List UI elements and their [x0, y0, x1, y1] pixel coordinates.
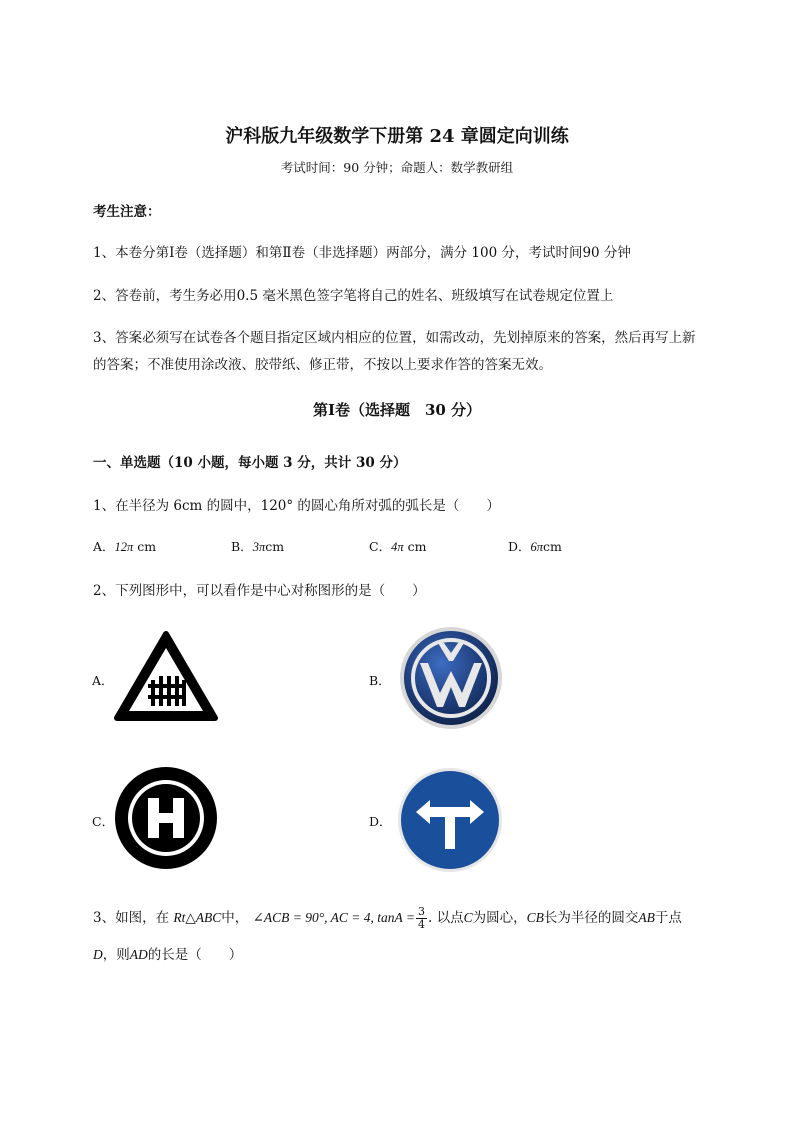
question-1: 1、在半径为 6cm 的圆中，120° 的圆心角所对弧的弧长是（ ） [93, 498, 500, 514]
q1-option-c[interactable]: C．4π cm [369, 539, 427, 554]
fraction: $\frac{3}{4}$ [418, 905, 425, 931]
section-title: 第Ⅰ卷（选择题 30 分） [312, 401, 482, 419]
exam-info: 考试时间：90 分钟；命题人：数学教研组 [280, 160, 514, 175]
railway-crossing-warning-sign-icon[interactable] [113, 630, 219, 722]
q2-option-b-label[interactable]: B． [369, 673, 391, 688]
notice-heading: 考生注意： [93, 204, 161, 220]
triangle-name: Rt△ABC [173, 910, 222, 925]
q1-option-d[interactable]: D．6πcm [508, 539, 562, 554]
question-3-line-2: D，则AD的长是（ ） [93, 947, 243, 963]
notice-item-2: 2、答卷前，考生务必用0.5 毫米黑色签字笔将自己的姓名、班级填写在试卷规定位置上 [93, 288, 614, 304]
notice-item-3: 3、答案必须写在试卷各个题目指定区域内相应的位置，如需改动，先划掉原来的答案，然后再写上新 [93, 330, 696, 346]
question-3-line-1: 3、如图，在 Rt△ABC中， ∠ACB = 90°, AC = 4, tanA = $\frac{3}{4}$ . 以点C为圆心，CB长为半径的圆交AB于点 [93, 905, 682, 931]
notice-item-3-continued: 的答案；不准使用涂改液、胶带纸、修正带，不按以上要求作答的答案无效。 [93, 357, 552, 373]
straight-or-right-turn-sign-icon[interactable] [396, 767, 504, 873]
q2-option-a-label[interactable]: A． [92, 673, 114, 688]
part-heading: 一、单选题（10 小题，每小题 3 分，共计 30 分） [93, 455, 407, 471]
helipad-h-sign-icon[interactable] [114, 766, 218, 870]
q2-option-c-label[interactable]: C． [92, 814, 115, 829]
volkswagen-logo-icon[interactable] [398, 625, 504, 731]
q2-option-d-label[interactable]: D． [369, 814, 392, 829]
notice-item-1: 1、本卷分第Ⅰ卷（选择题）和第Ⅱ卷（非选择题）两部分，满分 100 分，考试时间90 分钟 [93, 245, 631, 261]
q1-option-b[interactable]: B．3πcm [231, 539, 285, 554]
given-condition: ∠ACB = 90°, AC = 4, tanA = [252, 910, 415, 925]
q1-option-a[interactable]: A．12π cm [93, 539, 157, 554]
question-2: 2、下列图形中，可以看作是中心对称图形的是（ ） [93, 583, 426, 599]
page-title: 沪科版九年级数学下册第 24 章圆定向训练 [225, 126, 569, 147]
